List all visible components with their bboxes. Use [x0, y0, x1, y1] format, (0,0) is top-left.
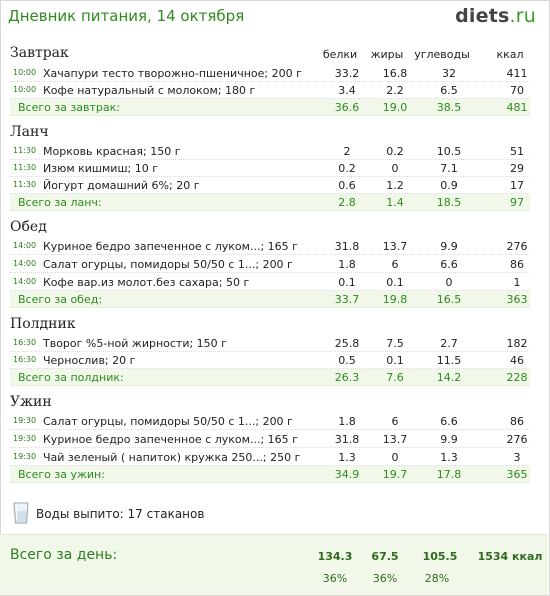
page-title: Дневник питания, 14 октября — [8, 7, 245, 25]
food-time: 10:00 — [13, 68, 37, 77]
food-time: 14:00 — [13, 277, 37, 286]
day-total-protein: 134.3 — [317, 550, 353, 563]
food-carbs: 11.5 — [436, 354, 462, 367]
column-header-carbs: углеводы — [414, 48, 470, 61]
food-row[interactable] — [10, 274, 530, 291]
food-kcal: 86 — [510, 415, 524, 428]
food-name: Салат огурцы, помидоры 50/50 с 1...; 200 г — [43, 258, 293, 271]
food-protein: 0.5 — [338, 354, 356, 367]
day-total-panel — [0, 534, 548, 595]
meal-total-label: Всего за ланч: — [18, 196, 102, 209]
day-total-fat: 67.5 — [371, 550, 399, 563]
food-time: 11:30 — [13, 146, 37, 155]
food-row[interactable] — [10, 449, 530, 466]
meal-title-breakfast: Завтрак — [10, 45, 69, 61]
food-row[interactable] — [10, 413, 530, 430]
food-kcal: 17 — [510, 179, 524, 192]
food-protein: 0.1 — [338, 276, 356, 289]
food-time: 16:30 — [13, 355, 37, 364]
food-fat: 13.7 — [382, 240, 408, 253]
food-row[interactable] — [10, 238, 530, 255]
meal-total-kcal: 363 — [506, 293, 528, 306]
meal-title-snack: Полдник — [10, 316, 76, 332]
meal-total-fat: 19.0 — [382, 101, 408, 114]
food-carbs: 32 — [442, 67, 456, 80]
logo-main-text: diets — [455, 5, 510, 27]
food-row[interactable] — [10, 65, 530, 82]
meal-title-dinner: Обед — [10, 219, 47, 235]
food-kcal: 3 — [513, 451, 521, 464]
food-time: 10:00 — [13, 85, 37, 94]
food-carbs: 2.7 — [440, 337, 458, 350]
meal-total-fat: 19.7 — [382, 468, 408, 481]
meal-total-fat: 1.4 — [386, 196, 404, 209]
food-fat: 16.8 — [382, 67, 408, 80]
food-row[interactable] — [10, 143, 530, 160]
food-kcal: 182 — [506, 337, 528, 350]
food-kcal: 86 — [510, 258, 524, 271]
meal-total-row — [10, 99, 530, 116]
food-protein: 25.8 — [334, 337, 360, 350]
food-row[interactable] — [10, 335, 530, 352]
food-kcal: 1 — [513, 276, 521, 289]
food-name: Кофе вар.из молот.без сахара; 50 г — [43, 276, 250, 289]
day-carbs-percent: 28% — [424, 572, 450, 585]
meal-total-label: Всего за завтрак: — [18, 101, 121, 114]
food-name: Кофе натуральный с молоком; 180 г — [43, 84, 256, 97]
day-total-label: Всего за день: — [10, 547, 118, 563]
food-name: Изюм кишмиш; 10 г — [43, 162, 158, 175]
food-name: Куриное бедро запеченное с луком...; 165 г — [43, 240, 298, 253]
food-protein: 0.2 — [338, 162, 356, 175]
food-fat: 0.2 — [386, 145, 404, 158]
meal-total-carbs: 14.2 — [436, 371, 462, 384]
meal-total-protein: 36.6 — [334, 101, 360, 114]
meal-total-protein: 33.7 — [334, 293, 360, 306]
food-carbs: 6.6 — [440, 415, 458, 428]
meal-total-carbs: 18.5 — [436, 196, 462, 209]
food-time: 19:30 — [13, 416, 37, 425]
food-name: Чай зеленый ( напиток) кружка 250...; 250 г — [43, 451, 301, 464]
meal-total-label: Всего за обед: — [18, 293, 103, 306]
meal-title-supper: Ужин — [10, 394, 52, 410]
food-fat: 6 — [391, 258, 399, 271]
meal-total-kcal: 228 — [506, 371, 528, 384]
food-fat: 7.5 — [386, 337, 404, 350]
day-total-carbs: 105.5 — [422, 550, 458, 563]
food-row[interactable] — [10, 82, 530, 99]
food-fat: 0.1 — [386, 354, 404, 367]
food-fat: 13.7 — [382, 433, 408, 446]
food-carbs: 9.9 — [440, 433, 458, 446]
food-name: Куриное бедро запеченное с луком...; 165 г — [43, 433, 298, 446]
food-protein: 3.4 — [338, 84, 356, 97]
column-header-protein: белки — [322, 48, 358, 61]
food-protein: 0.6 — [338, 179, 356, 192]
meal-total-row — [10, 291, 530, 308]
food-time: 11:30 — [13, 180, 37, 189]
food-kcal: 29 — [510, 162, 524, 175]
food-row[interactable] — [10, 256, 530, 273]
food-name: Творог %5-ной жирности; 150 г — [43, 337, 227, 350]
meal-total-row — [10, 369, 530, 386]
food-time: 19:30 — [13, 452, 37, 461]
meal-total-kcal: 481 — [506, 101, 528, 114]
food-row[interactable] — [10, 160, 530, 177]
food-kcal: 276 — [506, 433, 528, 446]
site-logo[interactable] — [455, 5, 536, 27]
food-carbs: 6.5 — [440, 84, 458, 97]
logo-suffix-text: .ru — [509, 5, 536, 27]
food-time: 16:30 — [13, 338, 37, 347]
food-fat: 0 — [391, 451, 399, 464]
water-text: Воды выпито: 17 стаканов — [36, 507, 205, 521]
meal-total-label: Всего за ужин: — [18, 468, 105, 481]
meal-total-protein: 26.3 — [334, 371, 360, 384]
food-name: Морковь красная; 150 г — [43, 145, 181, 158]
food-fat: 6 — [391, 415, 399, 428]
food-time: 11:30 — [13, 163, 37, 172]
meal-title-lunch: Ланч — [10, 124, 49, 140]
meal-total-kcal: 97 — [510, 196, 524, 209]
food-fat: 1.2 — [386, 179, 404, 192]
food-time: 19:30 — [13, 434, 37, 443]
food-time: 14:00 — [13, 259, 37, 268]
food-row[interactable] — [10, 352, 530, 369]
meal-total-protein: 34.9 — [334, 468, 360, 481]
food-protein: 31.8 — [334, 240, 360, 253]
food-protein: 1.8 — [338, 415, 356, 428]
food-kcal: 70 — [510, 84, 524, 97]
meal-total-carbs: 38.5 — [436, 101, 462, 114]
food-name: Салат огурцы, помидоры 50/50 с 1...; 200 г — [43, 415, 293, 428]
food-fat: 0 — [391, 162, 399, 175]
food-protein: 1.8 — [338, 258, 356, 271]
meal-total-fat: 19.8 — [382, 293, 408, 306]
food-carbs: 1.3 — [440, 451, 458, 464]
food-name: Чернослив; 20 г — [43, 354, 136, 367]
column-header-fat: жиры — [370, 48, 404, 61]
meal-total-row — [10, 466, 530, 483]
day-protein-percent: 36% — [322, 572, 348, 585]
food-name: Йогурт домашний 6%; 20 г — [43, 179, 200, 192]
food-protein: 33.2 — [334, 67, 360, 80]
food-protein: 31.8 — [334, 433, 360, 446]
meal-total-kcal: 365 — [506, 468, 528, 481]
meal-total-carbs: 16.5 — [436, 293, 462, 306]
food-fat: 2.2 — [386, 84, 404, 97]
food-row[interactable] — [10, 177, 530, 194]
column-header-kcal: ккал — [496, 48, 524, 61]
food-carbs: 6.6 — [440, 258, 458, 271]
food-protein: 1.3 — [338, 451, 356, 464]
food-carbs: 9.9 — [440, 240, 458, 253]
meal-total-fat: 7.6 — [386, 371, 404, 384]
food-carbs: 0 — [445, 276, 453, 289]
food-fat: 0.1 — [386, 276, 404, 289]
water-glass-icon — [13, 502, 29, 527]
food-kcal: 411 — [506, 67, 528, 80]
food-kcal: 46 — [510, 354, 524, 367]
food-kcal: 51 — [510, 145, 524, 158]
food-row[interactable] — [10, 431, 530, 448]
food-carbs: 10.5 — [436, 145, 462, 158]
meal-total-carbs: 17.8 — [436, 468, 462, 481]
food-carbs: 7.1 — [440, 162, 458, 175]
meal-total-row — [10, 194, 530, 211]
meal-total-protein: 2.8 — [338, 196, 356, 209]
food-protein: 2 — [343, 145, 351, 158]
food-kcal: 276 — [506, 240, 528, 253]
day-total-kcal: 1534 ккал — [477, 550, 543, 563]
food-carbs: 0.9 — [440, 179, 458, 192]
day-fat-percent: 36% — [372, 572, 398, 585]
meal-total-label: Всего за полдник: — [18, 371, 124, 384]
food-time: 14:00 — [13, 241, 37, 250]
food-name: Хачапури тесто творожно-пшеничное; 200 г — [43, 67, 302, 80]
